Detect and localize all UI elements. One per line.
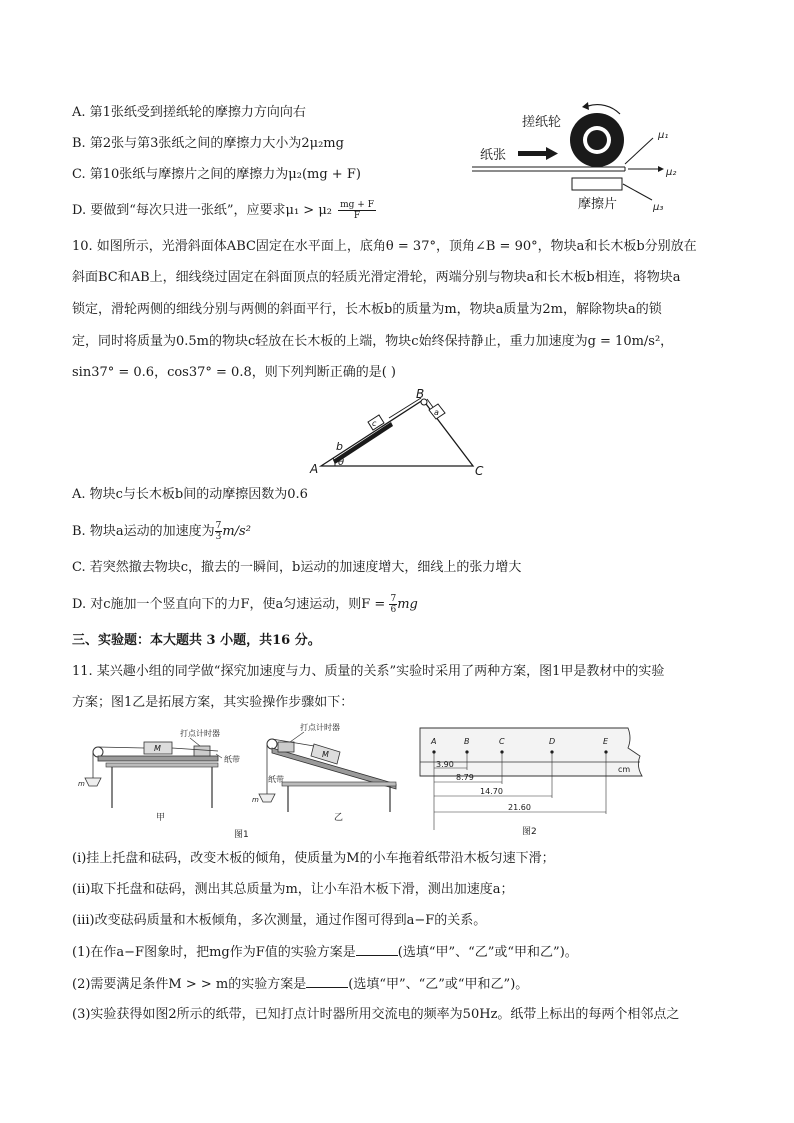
q11-sub-1-hint: (选填“甲”、“乙”或“甲和乙”)。: [397, 945, 578, 960]
mu2-label: μ₂: [666, 167, 677, 178]
paper-label: 纸张: [480, 148, 507, 163]
figure-2-caption: 图2: [522, 827, 537, 837]
point-c-label: C: [499, 737, 505, 746]
rotation-arrow: [588, 105, 620, 114]
cart-jia-label: M: [154, 744, 161, 753]
timer-jia-label: 打点计时器: [180, 729, 220, 738]
point-e-label: E: [603, 737, 609, 746]
timer-yi: [278, 742, 294, 752]
q11-step-2: (ii)取下托盘和砝码，测出其总质量为m，让小车沿木板下滑，测出加速度a；: [72, 882, 514, 897]
mu3-label: μ₃: [653, 202, 664, 213]
q9-option-a: A. 第1张纸受到搓纸轮的摩擦力方向向右: [72, 105, 306, 120]
label-a: a: [434, 408, 439, 417]
q10-stem-line-4: 定，同时将质量为0.5m的物块c轻放在长木板的上端，物块c始终保持静止，重力加速度为g = 10m/s²，: [72, 334, 674, 349]
q10-option-c: C. 若突然撤去物块c，撤去的一瞬间，b运动的加速度增大，细线上的张力增大: [72, 560, 522, 575]
paper-roller-figure: [470, 96, 710, 222]
answer-blank-1[interactable]: [356, 943, 398, 956]
setup-yi: [252, 722, 396, 823]
dim-ac-value: 8.79: [456, 773, 474, 782]
point-b-label: B: [464, 737, 470, 746]
dim-ab-value: 3.90: [436, 760, 454, 769]
tray-yi: [259, 794, 275, 802]
vertex-c: C: [475, 464, 484, 478]
q10-option-b-text: B. 物块a运动的加速度为: [72, 524, 215, 539]
q9-option-d-text: D. 要做到“每次只进一张纸”，应要求μ₁ > μ₂: [72, 203, 332, 218]
q9-option-d: [72, 200, 376, 221]
fraction-numerator: 7: [215, 521, 222, 531]
point-a-label: A: [431, 737, 437, 746]
feed-arrow-shaft: [518, 151, 546, 156]
setup-jia: [78, 728, 240, 823]
q11-sub-1-text: (1)在作a−F图象时，把mg作为F值的实验方案是: [72, 945, 356, 960]
q10-stem-line-3: 锁定，滑轮两侧的细线分别与两侧的斜面平行，长木板b的质量为m，物块a质量为2m，解除物块a的锁: [72, 302, 662, 317]
timer-jia: [194, 746, 210, 756]
fraction-denominator: 3: [215, 532, 222, 542]
q11-stem-line-1: 11. 某兴趣小组的同学做“探究加速度与力、质量的关系”实验时采用了两种方案，图1甲是教材中的实验: [72, 664, 665, 679]
board-jia: [98, 756, 218, 761]
q10-option-a: A. 物块c与长木板b间的动摩擦因数为0.6: [72, 487, 308, 502]
cart-yi-label: M: [322, 750, 329, 759]
q10-stem-line-1: 10. 如图所示，光滑斜面体ABC固定在水平面上，底角θ = 37°，顶角∠B = 90°，物块a和长木板b分别放在: [72, 239, 697, 254]
q9-option-d-fraction: [338, 200, 376, 221]
label-b: b: [336, 440, 343, 453]
q10-stem-line-2: 斜面BC和AB上，细线绕过固定在斜面顶点的轻质光滑定滑轮，两端分别与物块a和长木板b相连，将物块a: [72, 270, 681, 285]
label-c: c: [372, 419, 377, 428]
q11-stem-line-2: 方案；图1乙是拓展方案，其实验操作步骤如下：: [72, 695, 354, 710]
fraction-numerator: 7: [390, 594, 397, 604]
incline-figure: [305, 388, 495, 478]
friction-pad: [572, 178, 622, 190]
q10-option-b: [72, 521, 251, 542]
theta-label: θ: [338, 457, 345, 468]
tape-yi-label: 纸带: [268, 775, 284, 784]
point-d-label: D: [549, 737, 556, 746]
yi-caption: 乙: [334, 813, 344, 823]
figure-1-caption: 图1: [234, 830, 249, 840]
tray-jia-label: m: [78, 780, 85, 788]
string-left: [389, 398, 421, 418]
fraction-denominator: F: [353, 211, 361, 221]
dim-ad-value: 14.70: [480, 787, 503, 796]
vertex-a: A: [310, 462, 319, 476]
q10-option-b-unit: m/s²: [222, 524, 251, 539]
timer-yi-label: 打点计时器: [300, 723, 340, 732]
fraction-denominator: 6: [390, 605, 397, 615]
pulley-yi: [267, 739, 277, 749]
jia-caption: 甲: [156, 813, 166, 823]
roller-label: 搓纸轮: [522, 115, 562, 130]
pad-label: 摩擦片: [578, 197, 618, 212]
pulley-jia: [93, 747, 103, 757]
figure-1-apparatus: [72, 720, 402, 844]
vertex-b: B: [416, 388, 425, 401]
q10-option-d-text: D. 对c施加一个竖直向下的力F，使a匀速运动，则F =: [72, 597, 386, 612]
q9-option-c: C. 第10张纸与摩擦片之间的摩擦力为μ₂(mg + F): [72, 167, 361, 182]
q11-sub-3: (3)实验获得如图2所示的纸带，已知打点计时器所用交流电的频率为50Hz。纸带上标出的每两个相邻点之: [72, 1007, 680, 1022]
answer-blank-2[interactable]: [306, 975, 348, 988]
figure-2-paper-tape: [418, 726, 646, 842]
q9-option-b: B. 第2张与第3张纸之间的摩擦力大小为2μ₂mg: [72, 136, 344, 151]
tray-jia: [85, 778, 101, 786]
q11-sub-2: [72, 975, 528, 994]
mu1-label: μ₁: [658, 130, 669, 141]
q11-sub-1: [72, 943, 578, 962]
unit-label: cm: [618, 765, 631, 774]
section-heading: 三、实验题：本大题共 3 小题，共16 分。: [72, 633, 321, 648]
feed-arrow-icon: [546, 147, 558, 160]
dim-ae-value: 21.60: [508, 803, 531, 812]
roller-hub: [587, 130, 607, 150]
tape-jia-label: 纸带: [224, 755, 240, 764]
q11-sub-2-text: (2)需要满足条件M > > m的实验方案是: [72, 977, 307, 992]
rotation-arrowhead-icon: [582, 102, 589, 110]
q10-stem-line-5: sin37° = 0.6，cos37° = 0.8，则下列判断正确的是( ): [72, 365, 397, 380]
q11-sub-2-hint: (选填“甲”、“乙”或“甲和乙”)。: [348, 977, 529, 992]
q11-step-3: (iii)改变砝码质量和木板倾角，多次测量，通过作图可得到a−F的关系。: [72, 913, 487, 928]
tray-yi-label: m: [252, 796, 259, 804]
q11-step-1: (i)挂上托盘和砝码，改变木板的倾角，使质量为M的小车拖着纸带沿木板匀速下滑；: [72, 851, 555, 866]
q10-option-d-unit: mg: [397, 597, 418, 612]
q10-option-d: [72, 594, 418, 615]
fraction-numerator: mg + F: [340, 200, 374, 210]
